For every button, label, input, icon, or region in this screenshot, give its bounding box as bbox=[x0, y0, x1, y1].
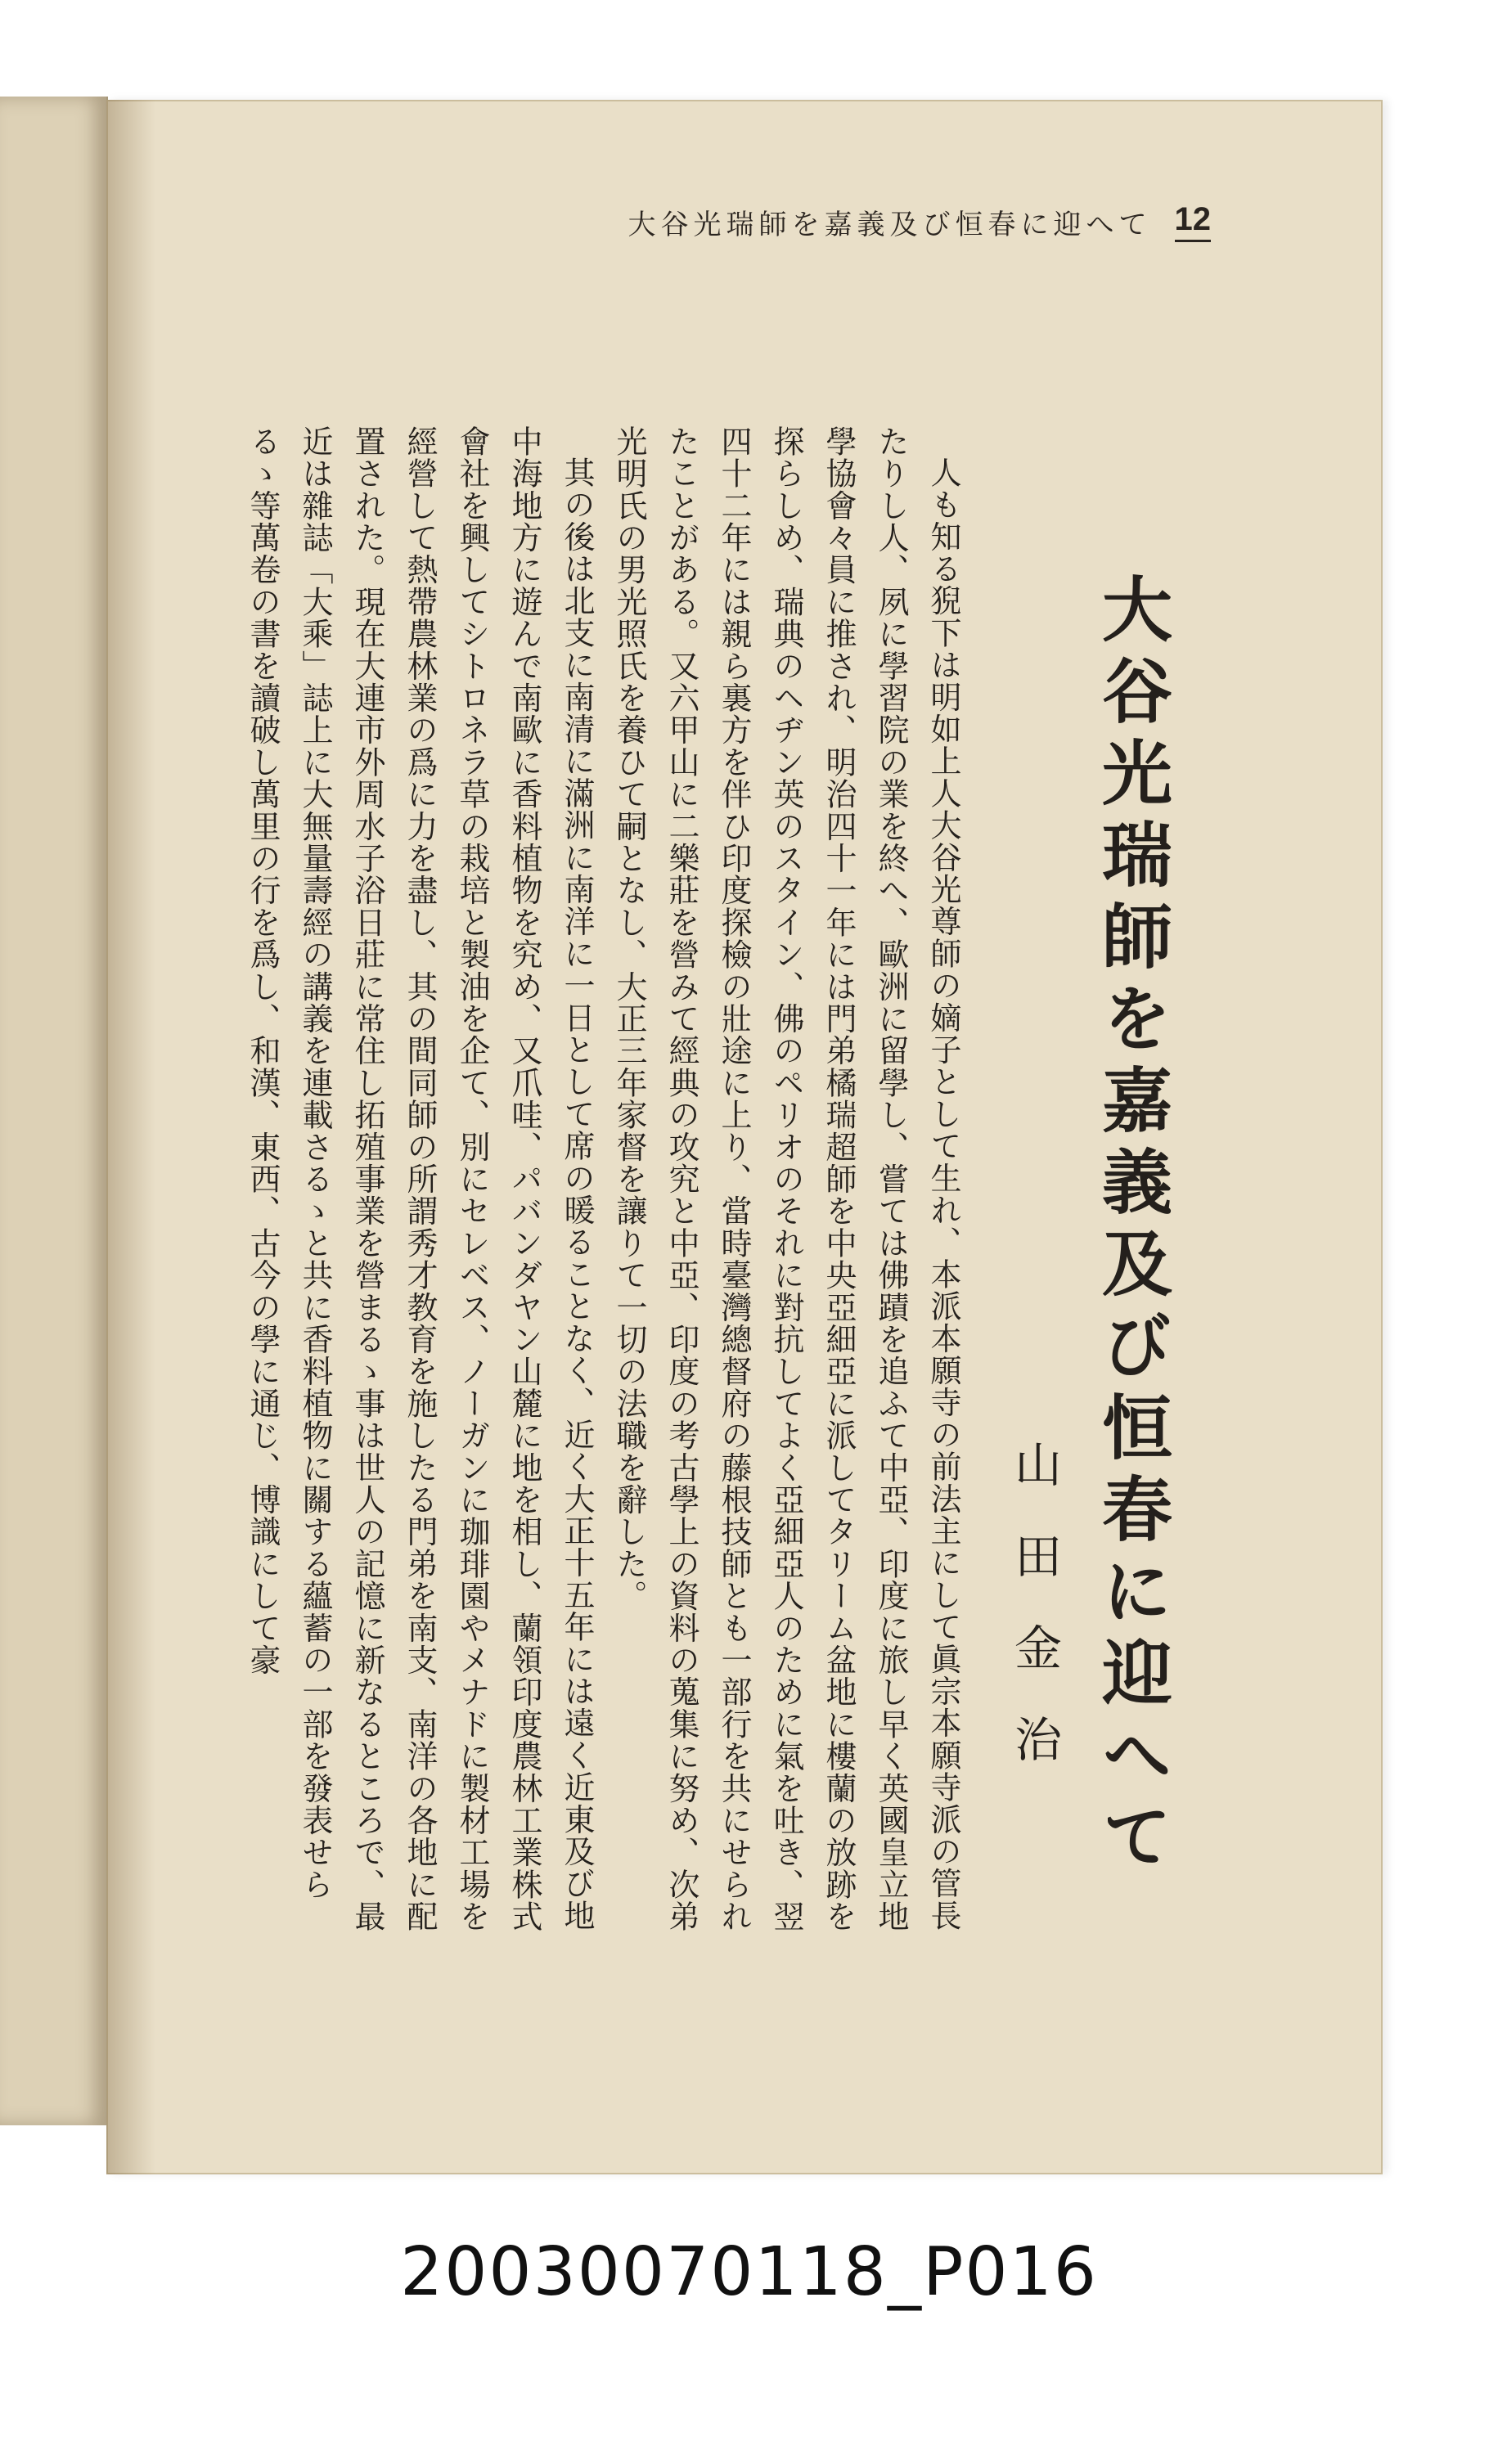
catalog-id: 20030070118_P016 bbox=[400, 2233, 1098, 2311]
paragraph-2: 其の後は北支に南清に滿洲に南洋に一日として席の暖ることなく、近く大正十五年には遠く近東及び地中海地方に遊んで南歐に香料植物を究め、又爪哇、パバンダヤン山麓に地を相し、蘭領印度農林工業株式會社を興してシトロネラ草の栽培と製油を企て、別にセレベス、ノーガンに珈琲園やメナドに製材工場を經營して熱帶農林業の爲に力を盡し、其の間同師の所謂秀才教育を施したる門弟を南支、南洋の各地に配置された。現在大連市外周水子浴日莊に常住し拓殖事業を營まるゝ事は世人の記憶に新なるところで、最近は雜誌「大乘」誌上に大無量壽經の講義を連載さるゝと共に香料植物に關する蘊蓄の一部を發表せらるゝ等萬卷の書を讀破し萬里の行を爲し、和漢、東西、古今の學に通じ、博識にして豪 bbox=[245, 425, 595, 1933]
gutter-shadow bbox=[106, 100, 155, 2174]
running-title: 大谷光瑞師を嘉義及び恒春に迎へて bbox=[628, 208, 1152, 241]
previous-page-edge bbox=[0, 97, 108, 2125]
author-name: 山田金治 bbox=[1006, 1440, 1062, 1806]
paragraph-1: 人も知る猊下は明如上人大谷光尊師の嫡子として生れ、本派本願寺の前法主にして眞宗本願寺派の管長たりし人、夙に學習院の業を終へ、歐洲に留學し、嘗ては佛蹟を追ふて中亞、印度に旅し早く英國皇立地學協會々員に推され、明治四十一年には門弟橘瑞超師を中央亞細亞に派してタリーム盆地に樓蘭の放跡を探らしめ、瑞典のヘヂン英のスタイン、佛のペリオのそれに對抗してよく亞細亞人のために氣を吐き、翌四十二年には親ら裏方を伴ひ印度探檢の壯途に上り、當時臺灣總督府の藤根技師とも一部行を共にせられたことがある。又六甲山に二樂莊を營みて經典の攻究と中亞、印度の考古學上の資料の蒐集に努め、次弟光明氏の男光照氏を養ひて嗣となし、大正三年家督を讓りて一切の法職を辭した。 bbox=[611, 425, 961, 1933]
page-number: 12 bbox=[1175, 201, 1212, 242]
running-header bbox=[573, 203, 1211, 241]
article-body bbox=[151, 425, 969, 1963]
article-title: 大谷光瑞師を嘉義及び恒春に迎へて bbox=[1090, 573, 1172, 1882]
